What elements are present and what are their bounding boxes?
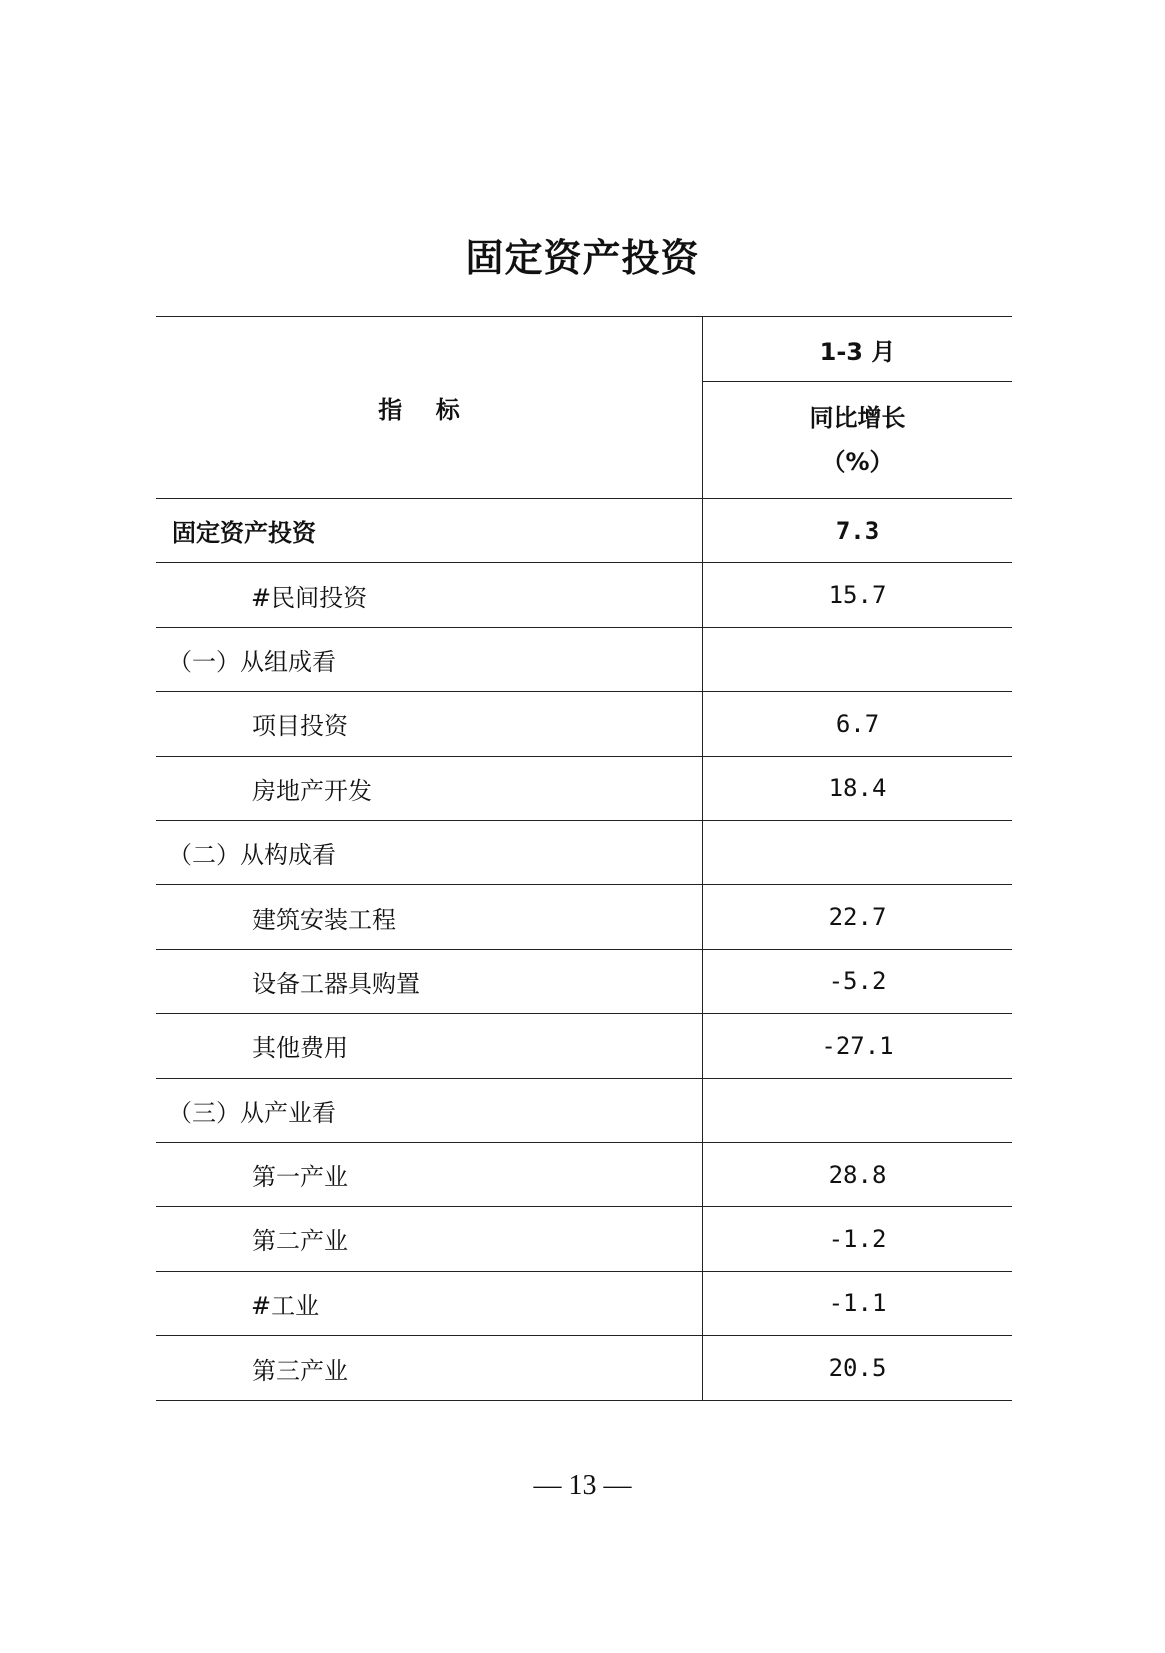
period-header: 1-3 月 bbox=[703, 317, 1012, 382]
metric-header-label: 同比增长 bbox=[809, 404, 906, 432]
table-row bbox=[156, 692, 1012, 756]
table-row bbox=[156, 885, 1012, 949]
row-value: 6.7 bbox=[835, 709, 880, 738]
row-value: -1.1 bbox=[828, 1289, 887, 1318]
value-header bbox=[703, 317, 1012, 498]
table-row bbox=[156, 628, 1012, 692]
row-label: 第二产业 bbox=[156, 1207, 703, 1270]
row-label: 第三产业 bbox=[156, 1336, 703, 1400]
table-row bbox=[156, 1014, 1012, 1078]
row-label: #工业 bbox=[156, 1272, 703, 1335]
metric-header bbox=[703, 382, 1012, 498]
table-body bbox=[156, 499, 1012, 1400]
table-row bbox=[156, 563, 1012, 627]
row-value bbox=[703, 1079, 1012, 1142]
page-number: — 13 — bbox=[533, 1470, 632, 1501]
table-row bbox=[156, 1272, 1012, 1336]
row-label: #民间投资 bbox=[156, 563, 703, 626]
row-value: -27.1 bbox=[821, 1031, 894, 1060]
row-value: -5.2 bbox=[828, 967, 887, 996]
indicator-header-label: 指 标 bbox=[378, 396, 460, 424]
table-row bbox=[156, 1079, 1012, 1143]
row-value: 18.4 bbox=[828, 774, 887, 803]
row-value bbox=[703, 628, 1012, 691]
row-label: 其他费用 bbox=[156, 1014, 703, 1077]
indicator-header bbox=[156, 317, 703, 498]
table-row bbox=[156, 821, 1012, 885]
row-value: 22.7 bbox=[828, 903, 887, 932]
row-value bbox=[703, 821, 1012, 884]
row-value: -1.2 bbox=[828, 1224, 887, 1253]
row-label: （二）从构成看 bbox=[156, 821, 703, 884]
table-row bbox=[156, 499, 1012, 563]
row-label: 房地产开发 bbox=[156, 757, 703, 820]
unit-header-label: （%） bbox=[821, 448, 894, 476]
row-label: 建筑安装工程 bbox=[156, 885, 703, 948]
table-row bbox=[156, 757, 1012, 821]
table-row bbox=[156, 950, 1012, 1014]
row-label: （三）从产业看 bbox=[156, 1079, 703, 1142]
row-value: 15.7 bbox=[828, 581, 887, 610]
row-label: 项目投资 bbox=[156, 692, 703, 755]
page-title: 固定资产投资 bbox=[465, 236, 700, 280]
row-label: （一）从组成看 bbox=[156, 628, 703, 691]
table-row bbox=[156, 1207, 1012, 1271]
row-label: 第一产业 bbox=[156, 1143, 703, 1206]
table-header bbox=[156, 317, 1012, 499]
statistics-table bbox=[156, 316, 1012, 1401]
row-value: 20.5 bbox=[828, 1354, 887, 1383]
row-value: 28.8 bbox=[828, 1160, 887, 1189]
table-row bbox=[156, 1336, 1012, 1400]
table-row bbox=[156, 1143, 1012, 1207]
row-label: 固定资产投资 bbox=[156, 499, 703, 562]
row-value: 7.3 bbox=[835, 516, 880, 545]
row-label: 设备工器具购置 bbox=[156, 950, 703, 1013]
